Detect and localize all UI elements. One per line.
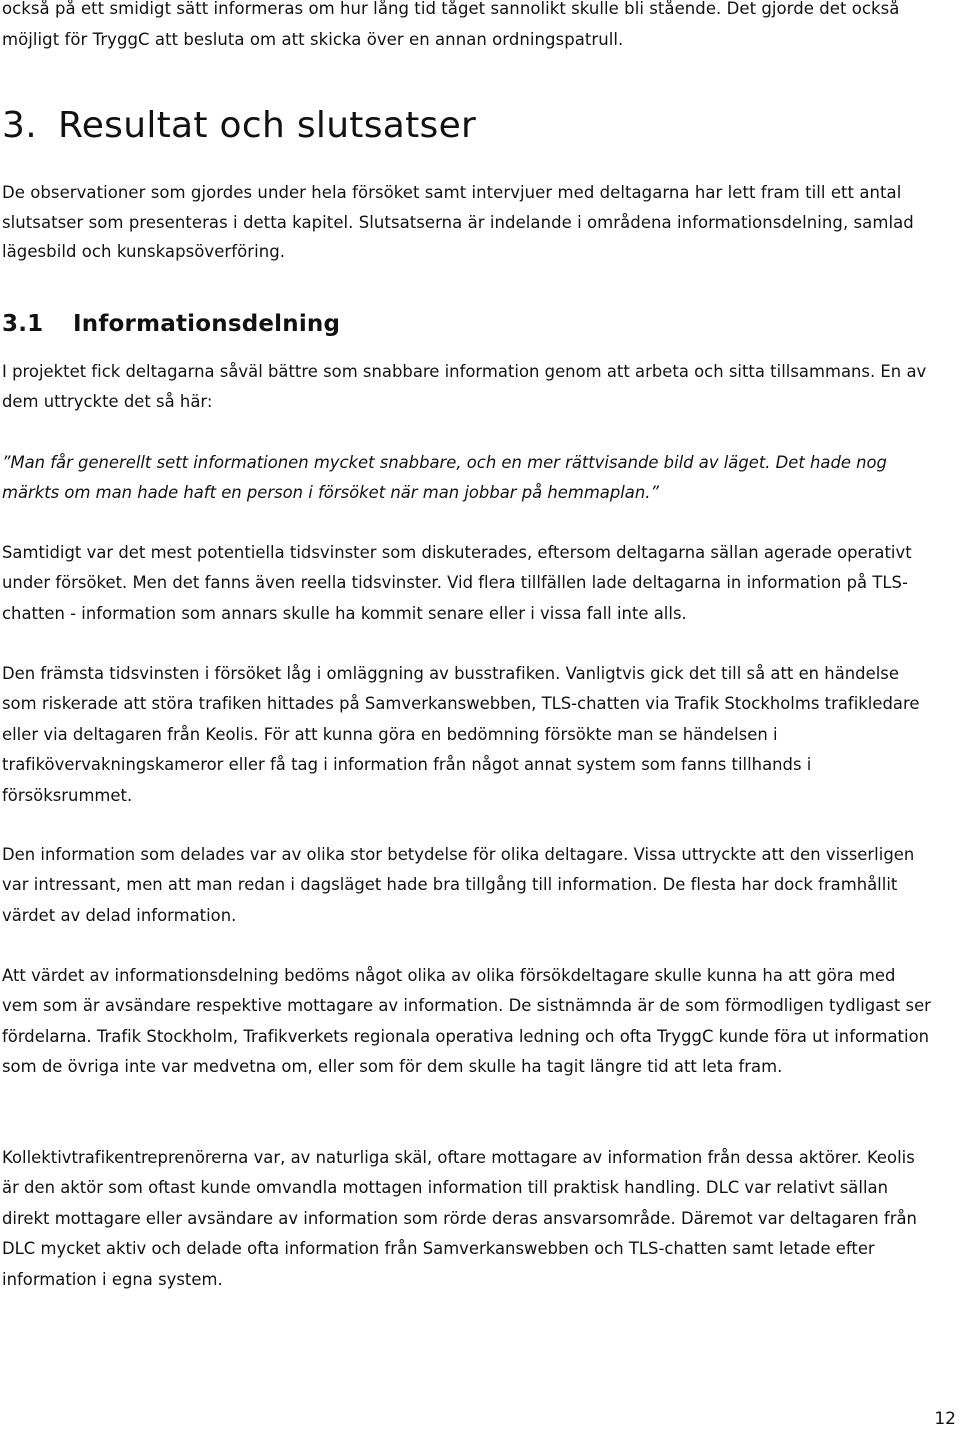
subsection-title: Informationsdelning	[73, 311, 341, 337]
body-paragraph: Att värdet av informationsdelning bedöms något olika av olika försökdeltagare skulle kunna ha att göra med vem som är avsändare respektive mottagare av information. De sistnämnda är de som förmodligen tydligast ser fördelarna. Trafik Stockholm, Trafikverkets regionala operativa ledning och ofta TryggC kunde föra ut information som de övriga inte var medvetna om, eller som för dem skulle ha tagit längre tid att leta fram.	[2, 966, 931, 1077]
body-paragraph: Samtidigt var det mest potentiella tidsvinster som diskuterades, eftersom deltagarna sällan agerade operativt under försöket. Men det fanns även reella tidsvinster. Vid flera tillfällen lade deltagarna in information på TLS-chatten - information som annars skulle ha kommit senare eller i vissa fall inte alls.	[2, 543, 912, 623]
subsection-number: 3.1	[2, 311, 44, 337]
subsection-heading	[2, 309, 932, 339]
body-paragraph: Den främsta tidsvinsten i försöket låg i omläggning av busstrafiken. Vanligtvis gick det till så att en händelse som riskerade att störa trafiken hittades på Samverkanswebben, TLS-chatten via Trafik Stockholms trafikledare eller via deltagaren från Keolis. För att kunna göra en bedömning försökte man se händelsen i trafikövervakningskameror eller få tag i information från något annat system som fanns tillhands i försöksrummet.	[2, 664, 920, 805]
section-heading	[2, 106, 932, 146]
section-title: Resultat och slutsatser	[58, 105, 477, 146]
body-paragraph: Kollektivtrafikentreprenörerna var, av naturliga skäl, oftare mottagare av information från dessa aktörer. Keolis är den aktör som oftast kunde omvandla mottagen information till praktisk handling. DLC var relativt sällan direkt mottagare eller avsändare av information som rörde deras ansvarsområde. Däremot var deltagaren från DLC mycket aktiv och delade ofta information från Samverkanswebben och TLS-chatten samt letade efter information i egna system.	[2, 1148, 917, 1289]
page-number: 12	[934, 1409, 956, 1429]
section-intro-paragraph: De observationer som gjordes under hela försöket samt intervjuer med deltagarna har lett fram till ett antal slutsatser som presenteras i detta kapitel. Slutsatserna är indelande i områdena informationsdelning, samlad lägesbild och kunskapsöverföring.	[2, 183, 914, 261]
interview-quote: ”Man får generellt sett informationen mycket snabbare, och en mer rättvisande bild av läget. Det hade nog märkts om man hade haft en person i försöket när man jobbar på hemmaplan.”	[2, 453, 887, 503]
subsection-intro-paragraph: I projektet fick deltagarna såväl bättre som snabbare information genom att arbeta och sitta tillsammans. En av dem uttryckte det så här:	[2, 362, 927, 412]
section-number: 3.	[2, 105, 37, 146]
body-paragraph: Den information som delades var av olika stor betydelse för olika deltagare. Vissa uttryckte att den visserligen var intressant, men att man redan i dagsläget hade bra tillgång till information. De flesta har dock framhållit värdet av delad information.	[2, 845, 915, 925]
paragraph-continued: också på ett smidigt sätt informeras om hur lång tid tåget sannolikt skulle bli stående. Det gjorde det också möjligt för TryggC att besluta om att skicka över en annan ordningspatrull.	[2, 0, 900, 49]
